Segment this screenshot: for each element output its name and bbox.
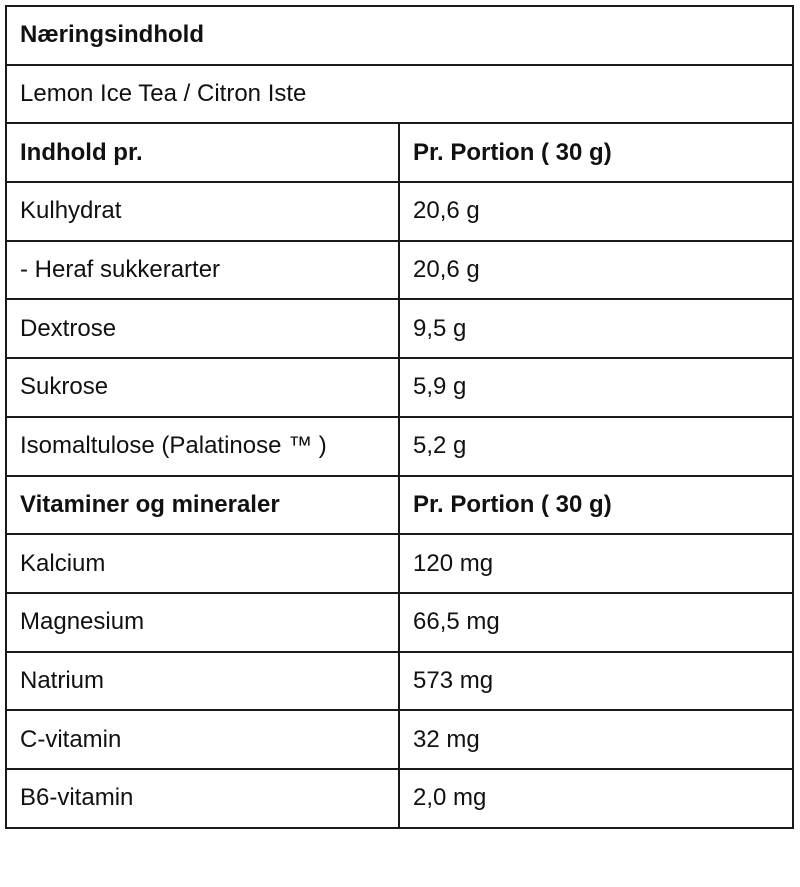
nutrient-value: 2,0 mg [399, 769, 793, 828]
section-header-label: Vitaminer og mineraler [6, 476, 399, 535]
section-header-portion: Pr. Portion ( 30 g) [399, 123, 793, 182]
product-row [6, 65, 793, 124]
nutrient-name: Sukrose [6, 358, 399, 417]
product-name: Lemon Ice Tea / Citron Iste [6, 65, 793, 124]
table-row [6, 710, 793, 769]
nutrient-value: 5,9 g [399, 358, 793, 417]
title-row [6, 6, 793, 65]
table-row [6, 299, 793, 358]
nutrient-value: 66,5 mg [399, 593, 793, 652]
nutrient-name: Dextrose [6, 299, 399, 358]
nutrient-value: 5,2 g [399, 417, 793, 476]
table-row [6, 358, 793, 417]
section-header-row [6, 123, 793, 182]
nutrient-name: Natrium [6, 652, 399, 711]
nutrient-value: 20,6 g [399, 241, 793, 300]
nutrient-value: 32 mg [399, 710, 793, 769]
table-row [6, 417, 793, 476]
table-row [6, 182, 793, 241]
table-row [6, 593, 793, 652]
nutrient-name: Isomaltulose (Palatinose ™ ) [6, 417, 399, 476]
nutrient-name: Magnesium [6, 593, 399, 652]
table-title: Næringsindhold [6, 6, 793, 65]
table-row [6, 652, 793, 711]
nutrient-value: 120 mg [399, 534, 793, 593]
nutrient-value: 20,6 g [399, 182, 793, 241]
section-header-portion: Pr. Portion ( 30 g) [399, 476, 793, 535]
table-row [6, 534, 793, 593]
section-header-row [6, 476, 793, 535]
nutrient-name: Kalcium [6, 534, 399, 593]
nutrient-value: 573 mg [399, 652, 793, 711]
nutrient-name: - Heraf sukkerarter [6, 241, 399, 300]
nutrient-name: B6-vitamin [6, 769, 399, 828]
nutrition-table [5, 5, 794, 829]
table-row [6, 769, 793, 828]
nutrient-name: C-vitamin [6, 710, 399, 769]
nutrient-value: 9,5 g [399, 299, 793, 358]
table-row [6, 241, 793, 300]
section-header-label: Indhold pr. [6, 123, 399, 182]
nutrient-name: Kulhydrat [6, 182, 399, 241]
